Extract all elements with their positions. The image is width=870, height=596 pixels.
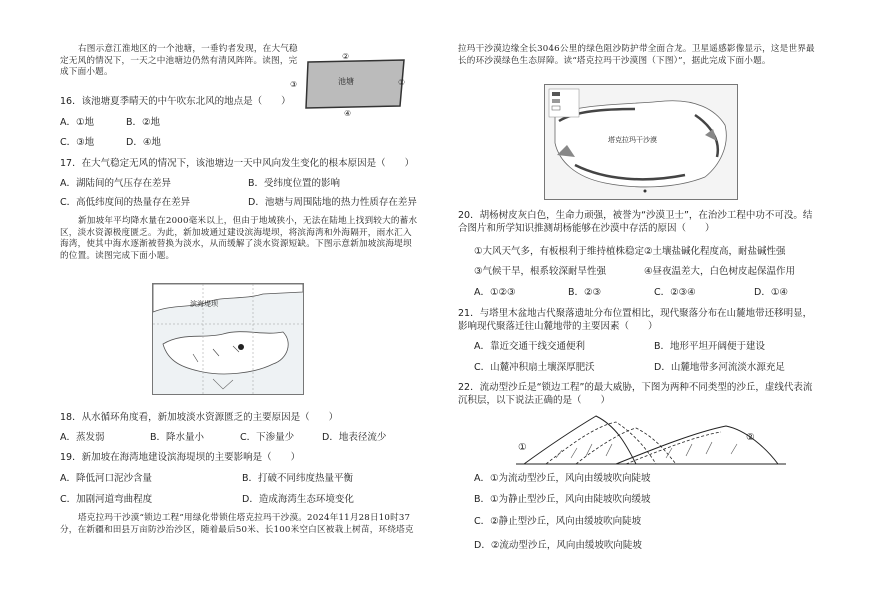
q18-opt-d[interactable]: D．地表径流少 [322, 432, 387, 443]
q22-stem: 22．流动型沙丘是“锁边工程”的最大威胁，下图为两种不同类型的沙丘，虚线代表流沉积层，以下说法正确的是（ ） [458, 382, 813, 406]
q20-item-1: ①大风天气多，有板根利于维持植株稳定 [474, 246, 645, 257]
q16-opt-b[interactable]: B．②地 [126, 117, 161, 128]
pond-intro: 右图示意江淮地区的一个池塘，一垂钓者发现，在大气稳定无风的情况下，一天之中池塘边仍然有清风阵阵。读图，完成下面小题。 [60, 44, 298, 78]
q21-opt-a[interactable]: A．靠近交通干线交通便利 [474, 341, 585, 352]
q21-opt-d[interactable]: D．山麓地带多河流淡水源充足 [654, 362, 785, 373]
q17-opt-c[interactable]: C．高低纬度间的热量存在差异 [60, 197, 191, 208]
q16-stem: 16．该池塘夏季晴天的中午吹东北风的地点是（ ） [60, 96, 291, 107]
q19-opt-c[interactable]: C．加剧河道弯曲程度 [60, 494, 153, 505]
marker-4: ④ [344, 109, 352, 118]
q18-opt-c[interactable]: C．下渗量少 [240, 432, 295, 443]
singapore-map-drawing [153, 284, 303, 394]
q20-opt-b[interactable]: B．②③ [568, 287, 602, 298]
q22-opt-c[interactable]: C．②静止型沙丘，风向由缓坡吹向陡坡 [474, 516, 642, 527]
singapore-intro: 新加坡年平均降水量在2000毫米以上，但由于地域狭小，无法在陆地上找到较大的蓄水区，淡水资源极度匮乏。为此，新加坡通过建设滨海堤坝，将滨海湾和外海隔开，雨水汇入海湾，使其中海水逐渐被替换为淡水，从而缓解了淡水资源短缺。下图示意新加坡滨海堤坝的位置。读图完成下面小题。 [60, 216, 418, 261]
q21-opt-b[interactable]: B．地形平坦开阔便于建设 [654, 341, 766, 352]
q19-opt-d[interactable]: D．造成海湾生态环境变化 [242, 494, 354, 505]
q17-opt-a[interactable]: A．湖陆间的气压存在差异 [60, 178, 171, 189]
dam-label: 滨海堤坝 [190, 300, 218, 308]
q22-opt-a[interactable]: A．①为流动型沙丘，风向由缓坡吹向陡坡 [474, 473, 651, 484]
q18-stem: 18．从水循环角度看，新加坡淡水资源匮乏的主要原因是（ ） [60, 412, 339, 423]
q18-opt-b[interactable]: B．降水量小 [150, 432, 205, 443]
q22-opt-d[interactable]: D．②流动型沙丘，风向由缓坡吹向陡坡 [474, 540, 642, 551]
q18-opt-a[interactable]: A．蒸发弱 [60, 432, 105, 443]
q16-opt-a[interactable]: A．①地 [60, 117, 95, 128]
q17-opt-b[interactable]: B．受纬度位置的影响 [248, 178, 341, 189]
q16-opt-d[interactable]: D．④地 [126, 137, 161, 148]
q21-stem: 21．与塔里木盆地古代聚落遗址分布位置相比，现代聚落分布在山麓地带还移明显，影响现代聚落迁往山麓地带的主要因素（ ） [458, 308, 813, 332]
dune-label-1: ① [518, 442, 527, 453]
q20-item-4: ④昼夜温差大，白色树皮起保温作用 [644, 266, 796, 277]
marker-3: ③ [290, 80, 298, 89]
q22-opt-b[interactable]: B．①为静止型沙丘，风向由陡坡吹向缓坡 [474, 494, 651, 505]
q19-stem: 19．新加坡在海湾地建设滨海堤坝的主要影响是（ ） [60, 452, 301, 463]
q20-stem: 20．胡杨树皮灰白色，生命力顽强，被誉为“沙漠卫士”，在治沙工程中功不可没。结合图片和所学知识推测胡杨能够在沙漠中存活的原因（ ） [458, 210, 813, 234]
q20-item-3: ③气候干旱，根系较深耐旱性强 [474, 266, 607, 277]
singapore-map [152, 283, 304, 395]
marker-2: ② [342, 52, 350, 61]
q20-item-2: ②土壤盐碱化程度高，耐盐碱性强 [644, 246, 786, 257]
q17-stem: 17．在大气稳定无风的情况下，该池塘边一天中风向发生变化的根本原因是（ ） [60, 158, 415, 169]
q20-opt-d[interactable]: D．①④ [754, 287, 788, 298]
q19-opt-b[interactable]: B．打破不同纬度热量平衡 [242, 473, 354, 484]
q19-opt-a[interactable]: A．降低河口泥沙含量 [60, 473, 152, 484]
map-center-label: 塔克拉玛干沙漠 [608, 136, 657, 144]
pond-label: 池塘 [338, 77, 354, 86]
dune-label-2: ② [746, 432, 755, 443]
taklamakan-intro: 塔克拉玛干沙漠“锁边工程”用绿化带锁住塔克拉玛干沙漠。2024年11月28日10时37分，在新疆和田县万亩防沙治沙区，随着最后50米、长100米空白区被栽上树苗，环绕塔克 [60, 513, 414, 535]
marker-1: ① [398, 78, 406, 87]
q20-opt-c[interactable]: C．②③④ [654, 287, 696, 298]
q17-opt-d[interactable]: D．池塘与周围陆地的热力性质存在差异 [248, 197, 417, 208]
q21-opt-c[interactable]: C．山麓冲积扇土壤深厚肥沃 [474, 362, 595, 373]
q16-opt-c[interactable]: C．③地 [60, 137, 95, 148]
taklamakan-intro-cont: 拉玛干沙漠边缘全长3046公里的绿色阻沙防护带全面合龙。卫星遥感影像显示，这是世界最长的环沙漠绿色生态屏障。读“塔克拉玛干沙漠图（下图）”，据此完成下面小题。 [458, 44, 815, 66]
q20-opt-a[interactable]: A．①②③ [474, 287, 516, 298]
